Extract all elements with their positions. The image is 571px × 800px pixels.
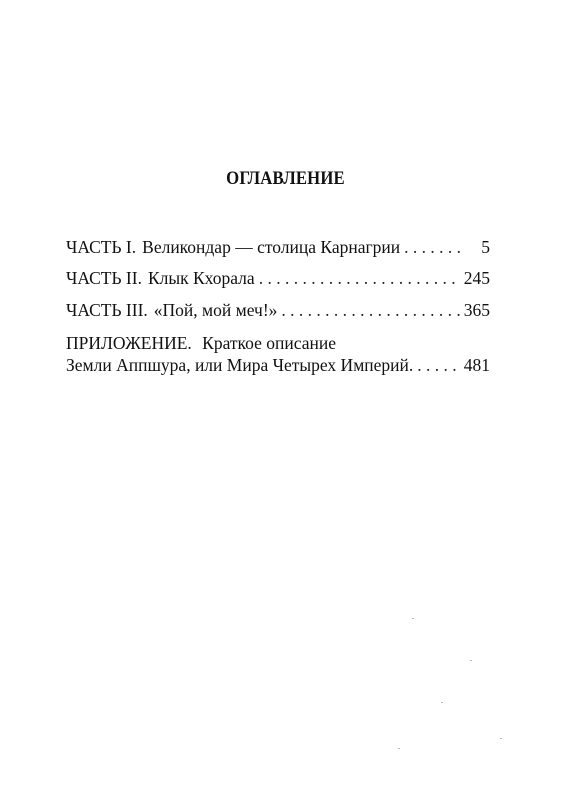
toc-entry-label: ЧАСТЬ II. <box>66 268 142 288</box>
toc-appendix-first-line <box>66 332 490 354</box>
scan-speck <box>470 660 472 661</box>
toc-heading: ОГЛАВЛЕНИЕ <box>226 168 345 189</box>
toc-entry-appendix <box>66 332 490 376</box>
toc-entry-part-3 <box>66 299 490 321</box>
toc-entry-title: Клык Кхорала <box>147 268 255 288</box>
toc-entry-title-line-1: Краткое описание <box>202 333 337 353</box>
scan-speck <box>398 748 400 749</box>
toc-entry-page-number: 5 <box>481 237 490 257</box>
toc-entry-part-1 <box>66 236 490 258</box>
dot-leader <box>404 236 460 258</box>
toc-entry-page-number: 481 <box>463 355 490 375</box>
toc-appendix-second-line <box>66 354 490 376</box>
scan-speck <box>412 618 414 619</box>
toc-entry-page-number: 365 <box>463 300 490 320</box>
scan-speck <box>441 702 443 703</box>
dot-leader <box>259 267 460 289</box>
toc-entry-title: «Пой, мой меч!» <box>153 300 278 320</box>
dot-leader <box>281 299 459 321</box>
toc-entry-title-line-2: Земли Аппшура, или Мира Четырех Империй. <box>66 355 414 375</box>
toc-entry-label: ЧАСТЬ I. <box>66 237 137 257</box>
toc-entry-label: ПРИЛОЖЕНИЕ. <box>66 333 192 353</box>
toc-entry-page-number: 245 <box>463 268 490 288</box>
toc-entry-part-2 <box>66 267 490 289</box>
toc-entry-label: ЧАСТЬ III. <box>66 300 148 320</box>
scan-speck <box>500 738 502 739</box>
toc-entry-title: Великондар — столица Карнагрии <box>142 237 401 257</box>
dot-leader <box>417 354 459 376</box>
